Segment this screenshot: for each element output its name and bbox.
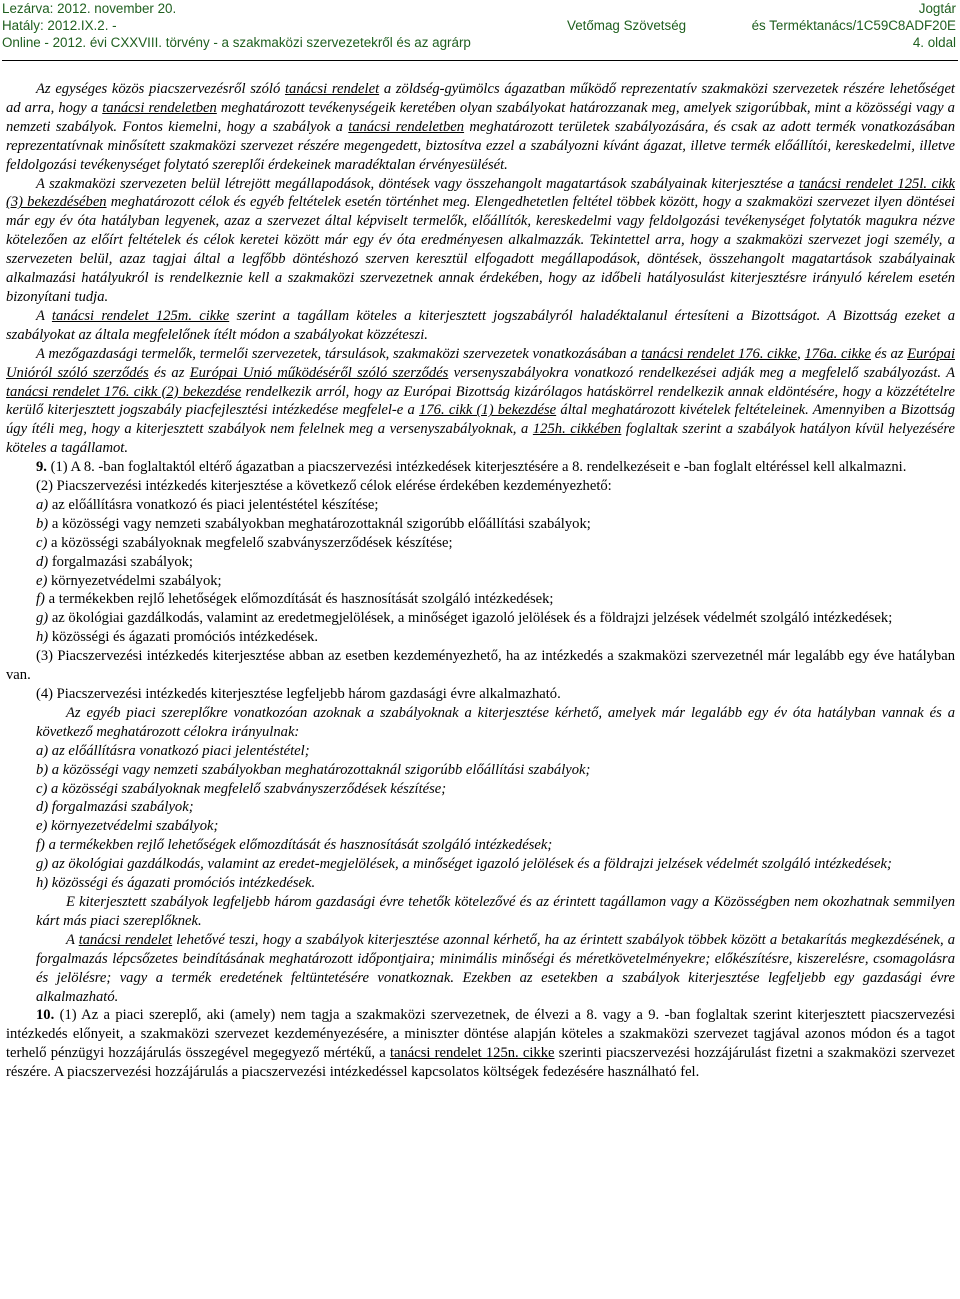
section-number: 9. <box>36 459 47 476</box>
list-item: e) környezetvédelmi szabályok; <box>36 572 222 589</box>
list-item: c) a közösségi szabályoknak megfelelő szabványszerződések készítése; <box>36 534 453 551</box>
commentary-list-item: a) az előállításra vonatkozó piaci jelentéstétel; <box>36 742 310 759</box>
list-item: f) a termékekben rejlő lehetőségek előmozdítását és hasznosítását szolgáló intézkedések; <box>36 591 554 608</box>
header-org: Vetőmag Szövetség <box>567 18 687 33</box>
commentary-paragraph: A mezőgazdasági termelők, termelői szervezetek, társulások, szakmaközi szervezetek vonatkozásában a tanácsi rendelet 176. cikke, 176a. cikke és az Európai Unióról szóló szerződés és az Európai Unió működéséről szóló szerződés versenyszabályokra vonatkozó rendelkezései adják meg a megfelelő szabályozást. A tanácsi rendelet 176. cikk (2) bekezdése rendelkezik arról, hogy az Európai Bizottság kizárólagos hatáskörrel rendelkezik annak eldöntésére, hogy a közzétételre kerülő kiterjesztett jogszabály piacfejlesztési intézkedése megfelel-e a 176. cikk (1) bekezdése által meghatározott kivételek feltételeinek. Amennyiben a Bizottság úgy ítéli meg, hogy a kiterjesztett szabályok nem felelnek meg a versenyszabályoknak, a 125h. cikkében foglaltak szerint a szabályok hatályon kívül helyezésére köteles a tagállamot. <box>6 345 956 457</box>
header-effect: Hatály: 2012.IX.2. - <box>2 18 117 33</box>
commentary-list-item: h) közösségi és ágazati promóciós intézkedések. <box>36 875 316 892</box>
link-tanacsi-rendeletben[interactable]: tanácsi rendeletben <box>102 99 217 116</box>
list-item: a) az előállításra vonatkozó és piaci jelentéstétel készítése; <box>36 496 379 513</box>
commentary-list-item: e) környezetvédelmi szabályok; <box>36 818 219 835</box>
link-tanacsi-rendelet[interactable]: tanácsi rendelet <box>78 931 173 948</box>
list-item: h) közösségi és ágazati promóciós intézkedések. <box>36 629 319 646</box>
section-9-para-4: (4) Piacszervezési intézkedés kiterjesztése legfeljebb három gazdasági évre alkalmazható. <box>36 686 561 702</box>
commentary-paragraph: E kiterjesztett szabályok legfeljebb három gazdasági évre tehetők kötelezővé és az érintett tagállamon vagy a Közösségben nem okozhatnak semmilyen kárt más piaci szereplőknek. <box>36 893 955 929</box>
list-item: d) forgalmazási szabályok; <box>36 553 193 570</box>
header-divider <box>2 60 958 61</box>
link-rendelet-125n[interactable]: tanácsi rendelet 125n. cikke <box>389 1045 555 1062</box>
section-9-para-1: 9. (1) A 8. -ban foglaltaktól eltérő ágazatban a piacszervezési intézkedések kiterjesztésére a 8. rendelkezéseit e -ban foglalt eltéréssel kell alkalmazni. <box>36 459 907 476</box>
link-tfeu[interactable]: Európai Unió működéséről szóló szerződés <box>189 364 449 381</box>
commentary-block <box>6 704 955 1007</box>
link-rendelet-176[interactable]: tanácsi rendelet 176. cikke <box>641 345 798 362</box>
link-125h[interactable]: 125h. cikkében <box>532 421 622 438</box>
document-body <box>6 80 955 1082</box>
link-176a[interactable]: 176a. cikke <box>804 345 871 362</box>
section-9-para-3: (3) Piacszervezési intézkedés kiterjesztése abban az esetben kezdeményezhető, ha az intézkedés a szakmaközi szervezetnél már legalább egy éve hatályban van. <box>6 648 955 684</box>
commentary-intro: Az egyéb piaci szereplőkre vonatkozóan azoknak a szabályoknak a kiterjesztése kérhető, amelyek már legalább egy év óta hatályban vannak és a következő meghatározott célokra irányulnak: <box>36 704 955 740</box>
page-number: 4. oldal <box>912 35 956 50</box>
commentary-list-item: c) a közösségi szabályoknak megfelelő szabványszerződések készítése; <box>36 780 447 797</box>
commentary-paragraph: A tanácsi rendelet 125m. cikke szerint a tagállam köteles a kiterjesztett jogszabályról haladéktalanul értesíteni a Bizottságot. A Bizottság ezeket a szabályokat az általa megfelelőnek ítélt módon a szabályokat közzéteszi. <box>6 307 955 343</box>
list-item: g) az ökológiai gazdálkodás, valamint az eredetmegjelölések, a minőséget igazoló jelölések és a földrajzi jelzések védelmét szolgáló intézkedések; <box>36 610 893 627</box>
page-header <box>0 0 960 56</box>
header-law-title: Online - 2012. évi CXXVIII. törvény - a szakmaközi szervezetekről és az agrárp <box>2 35 471 50</box>
commentary-list-item: d) forgalmazási szabályok; <box>36 799 194 816</box>
header-doc-id: és Terméktanács/1C59C8ADF20E <box>751 18 956 33</box>
header-closed-date: Lezárva: 2012. november 20. <box>2 1 177 16</box>
commentary-list-item: f) a termékekben rejlő lehetőségek előmozdítását és hasznosítását szolgáló intézkedések; <box>36 837 553 854</box>
commentary-paragraph: A tanácsi rendelet lehetővé teszi, hogy a szabályok kiterjesztése azonnal kérhető, ha az érintett szabályok többek között a betakarítás megkezdésének, a forgalmazás lépcsőzetes beindításának meghatározott időpontjaira; minimális minőségi és méretkövetelményekre; előkészítésre, kiszerelésre, csomagolásra és jelölésre; vagy a termék eredetének feltüntetésére vonatkoznak. Ezekben az esetekben a szabályok kiterjesztése legfeljebb egy gazdasági évre alkalmazható. <box>36 931 955 1005</box>
link-tanacsi-rendelet[interactable]: tanácsi rendelet <box>284 81 380 97</box>
link-176-2[interactable]: tanácsi rendelet 176. cikk (2) bekezdése <box>6 383 242 400</box>
link-tanacsi-rendeletben[interactable]: tanácsi rendeletben <box>348 118 465 135</box>
link-eu-treaty[interactable]: Európai Unióról szóló szerződés <box>6 345 955 381</box>
commentary-list-item: b) a közösségi vagy nemzeti szabályokban meghatározottaknál szigorúbb előállítási szabályok; <box>36 761 591 778</box>
section-9-para-2: (2) Piacszervezési intézkedés kiterjesztése a következő célok elérése érdekében kezdeményezhető: <box>36 478 612 495</box>
list-item: b) a közösségi vagy nemzeti szabályokban meghatározottaknál szigorúbb előállítási szabályok; <box>36 515 591 532</box>
header-brand: Jogtár <box>918 1 956 16</box>
commentary-paragraph: A szakmaközi szervezeten belül létrejött megállapodások, döntések vagy összehangolt magatartások szabályainak kiterjesztése a tanácsi rendelet 125l. cikk (3) bekezdésében meghatározott célok és egyéb feltételek esetén történhet meg. Elengedhetetlen feltétel többek között, hogy a szakmaközi szervezet ilyen döntései már egy év óta hatályban legyenek, azaz a szervezet által képviselt termelők, előállítók, kereskedelmi vagy feldolgozási tevékenységet folytatók magukra nézve kötelezően az előírt feltételek és célok keretei között már egy év óta eredményesen alkalmazzák. Tekintettel arra, hogy a szakmaközi szervezet jogi személy, a szervezeten belül, azaz tagjai által a legfőbb döntéshozó szerven keresztül elfogadott megállapodások, döntések, összehangolt magatartások szabályainak alkalmazási hatályukról is rendelkeznie kell a szakmaközi szervezetnek annak érdekében, hogy az időbeli hatályosulást kiterjesztésre irányuló kérelem esetén bizonyítani tudja. <box>6 175 955 305</box>
link-176-1[interactable]: 176. cikk (1) bekezdése <box>419 402 557 419</box>
link-rendelet-125m[interactable]: tanácsi rendelet 125m. cikke <box>51 307 230 324</box>
link-rendelet-125l[interactable]: tanácsi rendelet 125l. cikk (3) bekezdésében <box>6 175 955 211</box>
commentary-paragraph: Az egységes közös piacszervezésről szóló tanácsi rendelet a zöldség-gyümölcs ágazatban működő reprezentatív szakmaközi szervezetek részére lehetőséget ad arra, hogy a tanácsi rendeletben meghatározott tevékenységeik keretében olyan szabályokat határozzanak meg, amelyek szigorúbbak, mint a közösségi vagy a nemzeti szabályok. Fontos kiemelni, hogy a szabályok a tanácsi rendeletben meghatározott területek szabályozására, és csak az adott termék vonatkozásában reprezentatívnak minősített szakmaközi szervezet részére megengedett, biztosítva ezzel a szabályozni kívánt ágazat, illetve termék előállítói, kereskedelmi, illetve feldolgozási tevékenységet folytató szereplői érdekeinek maradéktalan érvényesülését. <box>6 81 955 173</box>
commentary-list-item: g) az ökológiai gazdálkodás, valamint az eredet-megjelölések, a minőséget igazoló jelölések és a földrajzi jelzések védelmét szolgáló intézkedések; <box>36 856 892 873</box>
section-10-para-1: 10. (1) Az a piaci szereplő, aki (amely) nem tagja a szakmaközi szervezetnek, de élvezi a 8. vagy a 9. -ban foglaltak szerint kiterjesztett piacszervezési intézkedés előnyeit, a szakmaközi szervezet kezdeményezésére, a miniszter döntése alapján köteles a szakmaközi szervezet tagjával azonos módon és a tagot terhelő pénzügyi hozzájárulás összegével megegyező mértékű, a tanácsi rendelet 125n. cikke szerinti piacszervezési hozzájárulást fizetni a szakmaközi szervezet részére. A piacszervezési hozzájárulás a piacszervezési intézkedéssel kapcsolatos költségek fedezésére használható fel. <box>6 1007 955 1081</box>
section-number: 10. <box>36 1007 55 1024</box>
